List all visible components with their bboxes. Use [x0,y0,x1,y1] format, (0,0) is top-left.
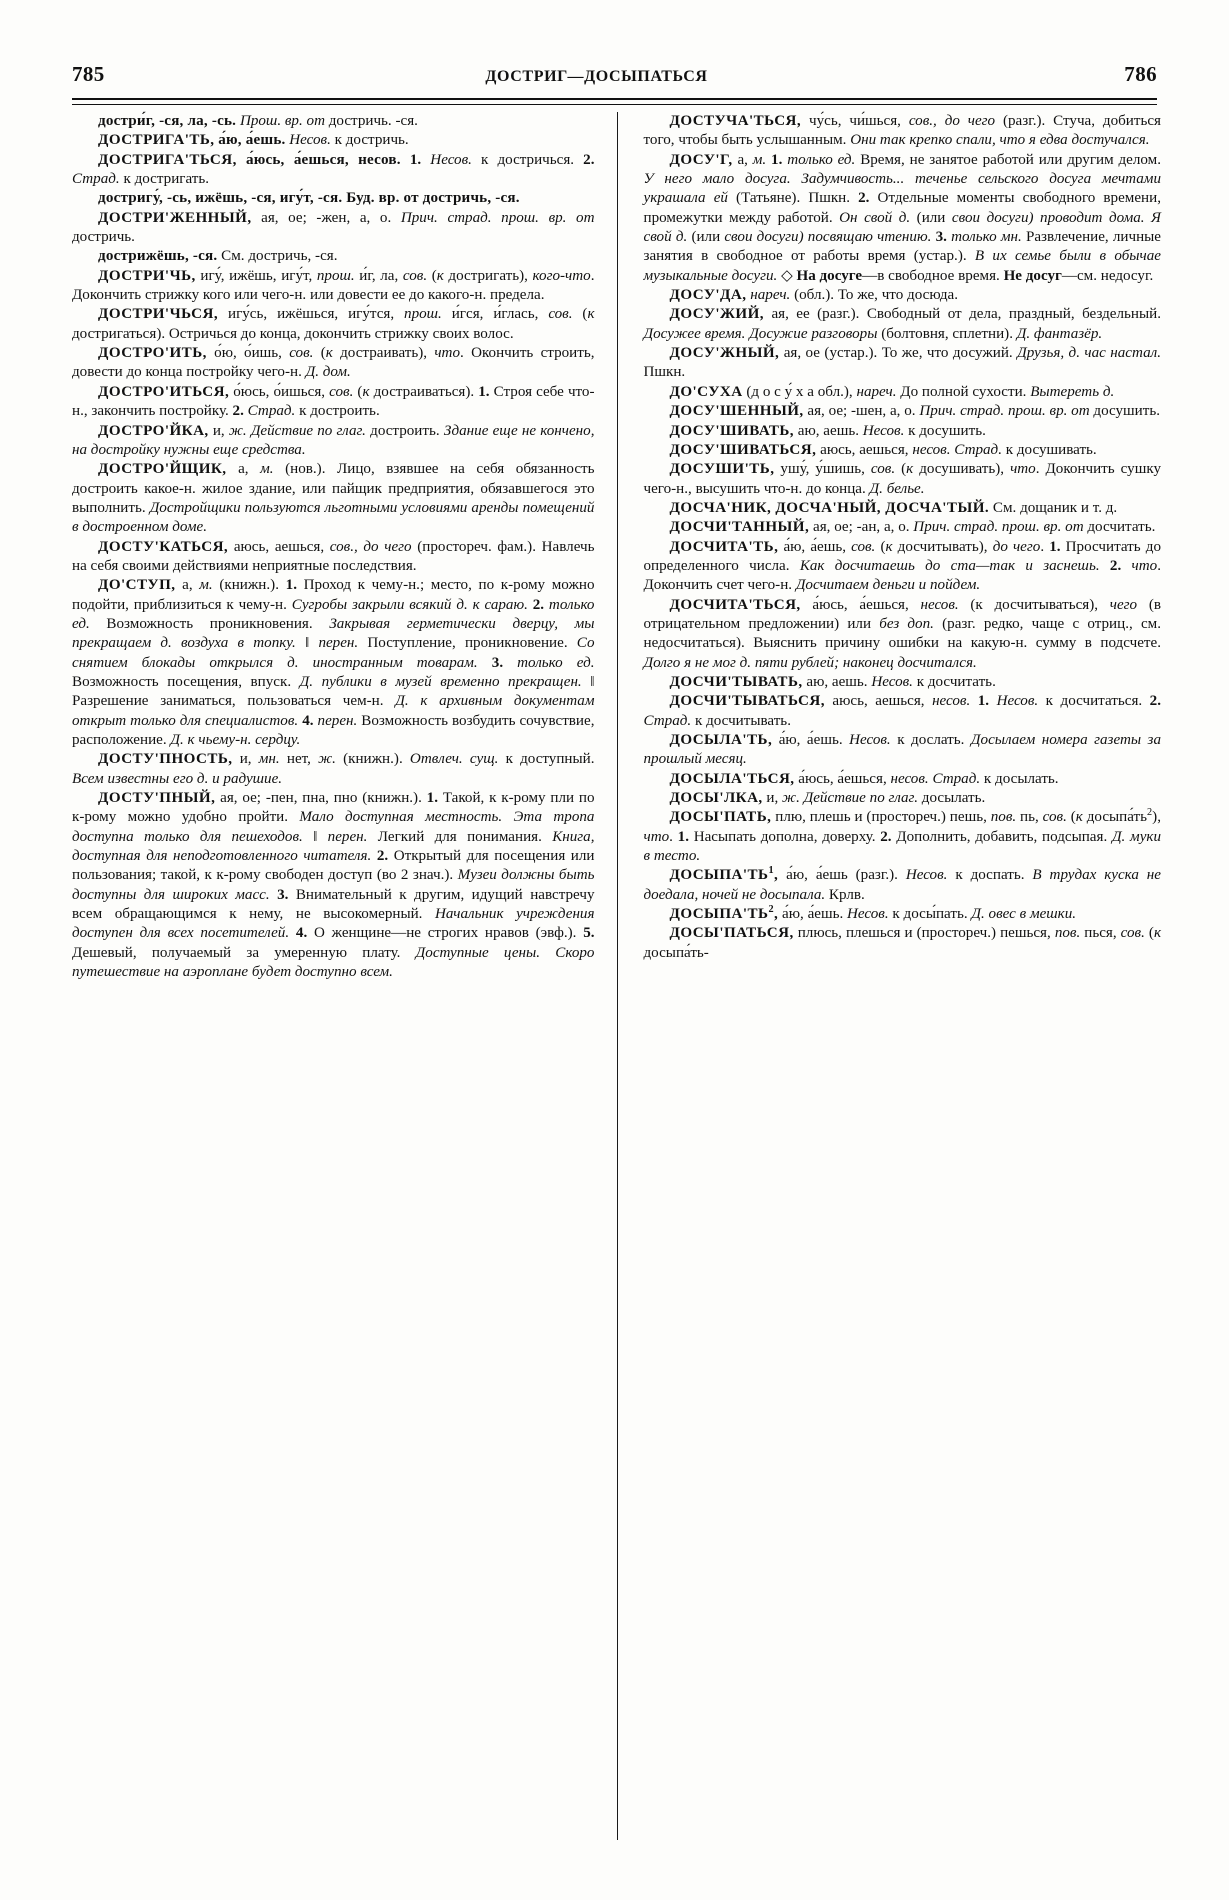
dictionary-entry: ДОСЧИ'ТАННЫЙ, ая, ое; -ан, а, о. Прич. страд. прош. вр. от досчитать. [669,519,1156,536]
column-right [617,112,1162,1840]
column-left [72,112,617,1840]
dictionary-entry: ДОСЧИТА'ТЬСЯ, а́юсь, а́ешься, несов. (к досчитываться), чего (в отрицательном предложении) или без доп. (разг. редко, чаще с отриц., см. недосчитаться). Выяснить причину ошибки на какую-н. сумму в подсчете. Долго я не мог д. пяти рублей; наконец досчитался. [643,596,1161,671]
running-head [72,62,1157,92]
dictionary-entry: ДОСТРО'ЙЩИК, а, м. (нов.). Лицо, взявшее на себя обязанность достроить какое-н. жилое здание, или пайщик предприятия, обязавшегося это выполнить. Достройщики пользуются льготными условиями аренды помещений в достроенном доме. [72,461,595,536]
dictionary-entry: ДОСТУ'ПНЫЙ, ая, ое; -пен, пна, пно (книжн.). 1. Такой, к к-рому пли по к-рому можно удобно пройти. Мало доступная местность. Эта тропа доступна только для пешеходов. ‖ перен. Легкий для понимания. Книга, доступная для неподготовленного читателя. 2. Открытый для посещения или пользования; такой, к к-рому свободен доступ (во 2 знач.). Музеи должны быть доступны для широких масс. 3. Внимательный к другим, идущий навстречу всем обращающимся к нему, не высокомерный. Начальник учреждения доступен для всех посетителей. 4. О женщине—не строгих нравов (эвф.). 5. Дешевый, получаемый за умеренную плату. Доступные цены. Скоро путешествие на аэроплане будет доступно всем. [72,790,595,981]
dictionary-entry: ДОСТРИГА'ТЬ, а́ю, а́ешь. Несов. к достричь. [98,132,409,149]
dictionary-entry: ДОСТУ'ПНОСТЬ, и, мн. нет, ж. (книжн.). Отвлеч. сущ. к доступный. Всем известны его д. и радушие. [72,751,595,787]
dictionary-entry: ДОСЧИ'ТЫВАТЬ, аю, аешь. Несов. к досчитать. [669,673,996,690]
dictionary-entry: ДО'СУХА (д о с у́ х а обл.), нареч. До полной сухости. Вытереть д. [669,383,1115,400]
dictionary-entry: ДО'СТУП, а, м. (книжн.). 1. Проход к чему-н.; место, по к-рому можно подойти, приблизиться к чему-н. Сугробы закрыли всякий д. к сараю. 2. только ед. Возможность проникновения. Закрывая герметически дверцу, мы прекращаем д. воздуха в топку. ‖ перен. Поступление, проникновение. Со снятием блокады открылся д. иностранным товарам. 3. только ед. Возможность посещения, впуск. Д. публики в музей временно прекращен. ‖ Разрешение заниматься, пользоваться чем-н. Д. к архивным документам открыт только для специалистов. 4. перен. Возможность возбудить сочувствие, расположение. Д. к чьему-н. сердцу. [72,577,595,748]
dictionary-entry: ДОСУ'ЖИЙ, ая, ее (разг.). Свободный от дела, праздный, бездельный. Досужее время. Досужие разговоры (болтовня, сплетни). Д. фантазёр. [643,306,1161,342]
dictionary-entry: ДОСТРИГА'ТЬСЯ, а́юсь, а́ешься, несов. 1. Несов. к достричься. 2. Страд. к достригать. [72,151,595,188]
folio-right: 786 [1124,62,1157,86]
dictionary-entry: ДОСУ'ДА, нареч. (обл.). То же, что досюда. [669,287,958,304]
dictionary-entry: ДОСТУЧА'ТЬСЯ, чу́сь, чи́шься, сов., до чего (разг.). Стуча, добиться того, чтобы быть услышанным. Они так крепко спали, что я едва достучался. [643,113,1161,149]
dictionary-entry: ДОСУШИ'ТЬ, ушу́, у́шишь, сов. (к досушивать), что. Докончить сушку чего-н., высушить что-н. до конца. Д. белье. [643,461,1161,497]
dictionary-entry: ДОСУ'Г, а, м. 1. только ед. Время, не занятое работой или другим делом. У него мало досуга. Задумчивость... теченье сельского досуга мечтами украшала ей (Татьяне). Пшкн. 2. Отдельные моменты свободного времени, промежутки между работой. Он свой д. (или свои досуги) проводит дома. Я свой д. (или свои досуги) посвящаю чтению. 3. только мн. Развлечение, личные занятия в свободное от работы время (устар.). В их семье были в обычае музыкальные досуги. ◇ На досуге—в свободное время. Не досуг—см. недосуг. [643,151,1162,284]
dictionary-entry: ДОСУ'ШИВАТЬСЯ, аюсь, аешься, несов. Страд. к досушивать. [669,441,1097,458]
dictionary-entry: достри́г, -ся, ла, -сь. Прош. вр. от достричь. -ся. [98,113,418,129]
dictionary-entry: ДОСЫ'ПАТЬСЯ, плюсь, плешься и (простореч.) пешься, пов. пься, сов. (к досыпа́ть- [643,925,1161,961]
dictionary-entry: достригу́, -сь, ижёшь, -ся, игу́т, -ся. Буд. вр. от достричь, -ся. [98,190,520,207]
dictionary-entry: ДОСЫ'ЛКА, и, ж. Действие по глаг. досылать. [669,790,986,807]
dictionary-entry: ДОСУ'ШИВАТЬ, аю, аешь. Несов. к досушить. [669,422,986,439]
column-container [72,112,1161,1840]
header-rule [72,98,1157,105]
dictionary-entry: ДОСЧИ'ТЫВАТЬСЯ, аюсь, аешься, несов. 1. Несов. к досчитаться. 2. Страд. к досчитывать. [643,693,1161,729]
page-title: ДОСТРИГ—ДОСЫПАТЬСЯ [485,68,708,85]
dictionary-entry: ДОСТРО'ИТЬСЯ, о́юсь, о́ишься, сов. (к достраиваться). 1. Строя себе что-н., закончить постройку. 2. Страд. к достроить. [72,383,595,420]
dictionary-entry: ДОСЫ'ПАТЬ, плю, плешь и (простореч.) пешь, пов. пь, сов. (к $досыпа́ть^2$), что. 1. Насыпать дополна, доверху. 2. Дополнить, добавить, подсыпая. Д. муки в тесто. [643,807,1161,865]
dictionary-entry: ДОСТРО'ЙКА, и, ж. Действие по глаг. достроить. Здание еще не кончено, на достройку нужны еще средства. [72,422,595,458]
dictionary-entry: ДОСЫЛА'ТЬСЯ, а́юсь, а́ешься, несов. Страд. к досылать. [669,770,1059,787]
dictionary-entry: $ДОСЫПА'ТЬ^2$, а́ю, а́ешь. Несов. к досы́пать. Д. овес в мешки. [669,904,1077,923]
folio-left: 785 [72,62,105,86]
dictionary-entry: $ДОСЫПА'ТЬ^1$, а́ю, а́ешь (разг.). Несов. к доспать. В трудах куска не доедала, ночей не досыпала. Крлв. [643,865,1161,903]
dictionary-entry: ДОСТРИ'ЧЬСЯ, игу́сь, ижёшься, игу́тся, прош. и́гся, и́глась, сов. (к достригаться). Остричься до конца, докончить стрижку своих волос. [72,306,595,342]
dictionary-entry: дострижёшь, -ся. См. достричь, -ся. [98,248,338,265]
dictionary-entry: ДОСУ'ЖНЫЙ, ая, ое (устар.). То же, что досужий. Друзья, д. час настал. Пшкн. [643,345,1161,381]
dictionary-entry: ДОСЧИТА'ТЬ, а́ю, а́ешь, сов. (к досчитывать), до чего. 1. Просчитать до определенного числа. Как досчитаешь до ста—так и заснешь. 2. что. Докончить счет чего-н. Досчитаем деньги и пойдем. [643,538,1162,594]
dictionary-entry: ДОСТРО'ИТЬ, о́ю, о́ишь, сов. (к достраивать), что. Окончить строить, довести до конца постройку чего-н. Д. дом. [72,345,595,381]
dictionary-entry: ДОСУ'ШЕННЫЙ, ая, ое; -шен, а, о. Прич. страд. прош. вр. от досушить. [669,403,1161,420]
dictionary-entry: ДОСЫЛА'ТЬ, а́ю, а́ешь. Несов. к дослать. Досылаем номера газеты за прошлый месяц. [643,732,1161,768]
dictionary-entry: ДОСТРИ'ЧЬ, игу́, ижёшь, игу́т, прош. и́г, ла, сов. (к достригать), кого-что. Докончить стрижку кого или чего-н. или довести ее до какого-н. предела. [72,267,595,304]
dictionary-entry: ДОСЧА'НИК, ДОСЧА'НЫЙ, ДОСЧА'ТЫЙ. См. дощаник и т. д. [669,499,1118,516]
dictionary-entry: ДОСТУ'КАТЬСЯ, аюсь, аешься, сов., до чего (простореч. фам.). Навлечь на себя своими действиями неприятные последствия. [72,538,595,574]
dictionary-entry: ДОСТРИ'ЖЕННЫЙ, ая, ое; -жен, а, о. Прич. страд. прош. вр. от достричь. [72,209,595,246]
